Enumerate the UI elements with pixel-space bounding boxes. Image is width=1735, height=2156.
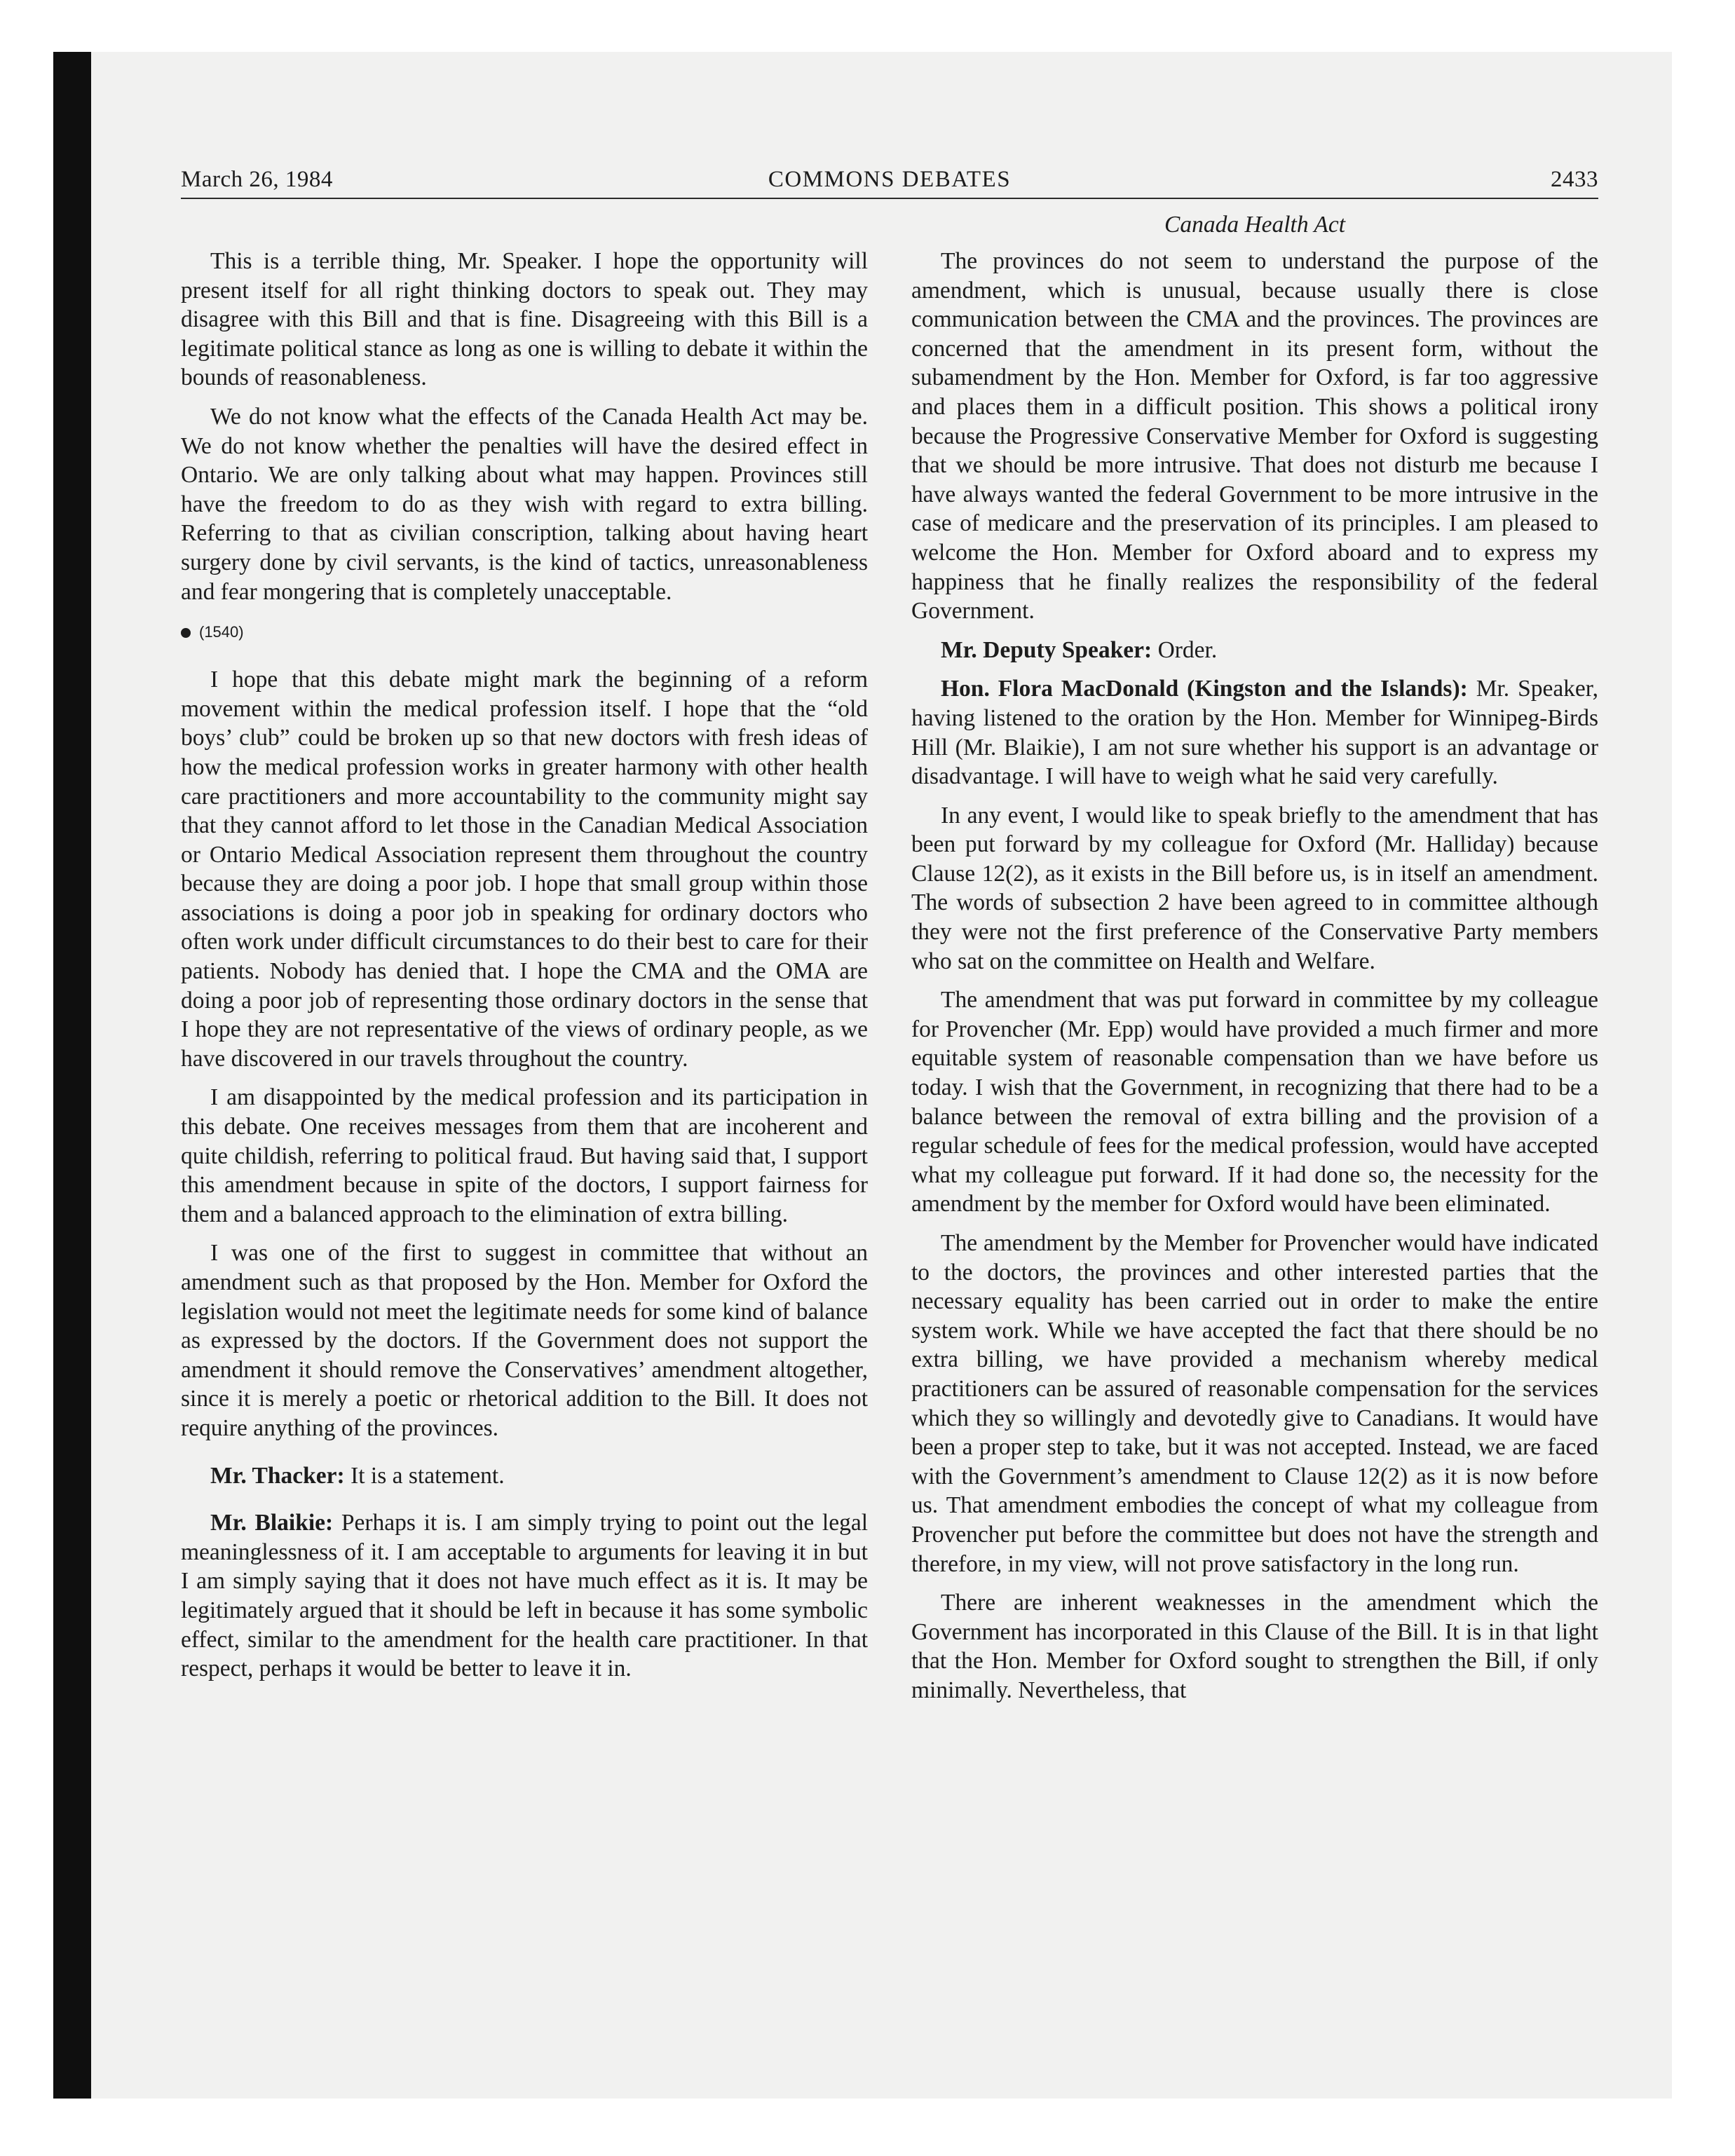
page-number: 2433: [1551, 167, 1598, 192]
speech-deputy-speaker: [911, 636, 1598, 665]
paragraph: I am disappointed by the medical profession and its participation in this debate. One receives messages from them that are incoherent and quite childish, referring to political fraud. But having said that, I support this amendment because in spite of the doctors, I support fairness for them and a balanced approach to the elimination of extra billing.: [181, 1084, 868, 1227]
scan-binding-shadow: [53, 52, 91, 2099]
running-title: Canada Health Act: [1164, 212, 1346, 238]
paragraph: The amendment that was put forward in committee by my colleague for Provencher (Mr. Epp) would have provided a much firmer and more equitable system of reasonable compensation than we have before us today. I wish that the Government, in recognizing that there had to be a balance between the removal of extra billing and the provision of a regular schedule of fees for the medical profession, would have accepted what my colleague put forward. If it had done so, the necessity for the amendment by the member for Oxford would have been eliminated.: [911, 987, 1598, 1217]
paragraph: We do not know what the effects of the Canada Health Act may be. We do not know whether the penalties will have the desired effect in Ontario. We are only talking about what may happen. Provinces still have the freedom to do as they wish with regard to extra billing. Referring to that as civilian conscription, talking about having heart surgery done by civil servants, is the kind of tactics, unreasonableness and fear mongering that is completely unacceptable.: [181, 403, 868, 605]
paragraph: There are inherent weaknesses in the amendment which the Government has incorporated in this Clause of the Bill. It is in that light that the Hon. Member for Oxford sought to strengthen the Bill, if only minimally. Nevertheless, that: [911, 1590, 1598, 1703]
scan-margin: [0, 0, 53, 2156]
paragraph: In any event, I would like to speak briefly to the amendment that has been put forward by my colleague for Oxford (Mr. Halliday) because Clause 12(2), as it exists in the Bill before us, is in itself an amendment. The words of subsection 2 have been agreed to in committee although they were not the first preference of the Conservative Party members who sat on the committee on Health and Welfare.: [911, 802, 1598, 974]
running-title-spacer: [181, 210, 868, 240]
speech-text: Order.: [1152, 636, 1218, 663]
time-stamp: [181, 622, 868, 643]
header-date: March 26, 1984: [181, 167, 333, 192]
speaker-name: Mr. Deputy Speaker:: [941, 636, 1152, 663]
speech-thacker: [181, 1461, 868, 1491]
paragraph: The provinces do not seem to understand the purpose of the amendment, which is unusual, because usually there is close communication between the CMA and the provinces. The provinces are concerned that the amendment in its present form, without the subamendment by the Hon. Member for Oxford, is far too aggressive and places them in a difficult position. This shows a political irony because the Progressive Conservative Member for Oxford is suggesting that we should be more intrusive. That does not disturb me because I have always wanted the federal Government to be more intrusive in the case of medicare and the preservation of its principles. I am pleased to welcome the Hon. Member for Oxford aboard and to express my happiness that he finally realizes the responsibility of the federal Government.: [911, 248, 1598, 625]
right-column: [911, 210, 1598, 1715]
speaker-name: Mr. Blaikie:: [210, 1510, 334, 1536]
speech-macdonald: [911, 674, 1598, 791]
header-rule: [181, 198, 1598, 199]
page-header: [181, 163, 1598, 196]
speech-text: It is a statement.: [344, 1462, 505, 1489]
paragraph: I hope that this debate might mark the beginning of a reform movement within the medical profession itself. I hope that the “old boys’ club” could be broken up so that new doctors with fresh ideas of how the medical profession works in greater harmony with other health care practitioners and more accountability to the community might say that they cannot afford to let those in the Canadian Medical Association or Ontario Medical Association represent them throughout the country because they are doing a poor job. I hope that small group within those associations is doing a poor job in speaking for ordinary doctors who often work under difficult circumstances to do their best to care for their patients. Nobody has denied that. I hope the CMA and the OMA are doing a poor job of representing those ordinary doctors in the sense that I hope they are not representative of the views of ordinary people, as we have discovered in our travels throughout the country.: [181, 667, 868, 1072]
paragraph: The amendment by the Member for Provencher would have indicated to the doctors, the provinces and other interested parties that the necessary equality has been carried out in order to make the entire system work. While we have accepted the fact that there should be no extra billing, we have provided a mechanism whereby medical practitioners can be assured of reasonable compensation for the services which they so willingly and devotedly give to Canadians. It would have been a proper step to take, but it was not accepted. Instead, we are faced with the Government’s amendment to Clause 12(2) as it is now before us. That amendment embodies the concept of what my colleague from Provencher put before the committee but does not have the strength and therefore, in my view, will not prove satisfactory in the long run.: [911, 1230, 1598, 1577]
paragraph: I was one of the first to suggest in committee that without an amendment such as that proposed by the Hon. Member for Oxford the legislation would not meet the legitimate needs for some kind of balance as expressed by the doctors. If the Government does not support the amendment it should remove the Conservatives’ amendment altogether, since it is merely a poetic or rhetorical addition to the Bill. It does not require anything of the provinces.: [181, 1240, 868, 1441]
time-stamp-text: (1540): [199, 623, 244, 641]
speech-text: Perhaps it is. I am simply trying to point out the legal meaninglessness of it. I am acceptable to arguments for leaving it in but I am simply saying that it does not have much effect as it is. It may be legitimately argued that it should be left in because it has some symbolic effect, similar to the amendment for the health care practitioner. In that respect, perhaps it would be better to leave it in.: [181, 1510, 869, 1682]
header-title: COMMONS DEBATES: [768, 167, 1012, 192]
speaker-name: Mr. Thacker:: [210, 1462, 345, 1489]
bullet-icon: [181, 628, 191, 638]
speech-text: Mr. Speaker, having listened to the oration by the Hon. Member for Winnipeg-Birds Hill (Mr. Blaikie), I am not sure whether his support is an advantage or disadvantage. I will have to weigh what he said very carefully.: [911, 676, 1598, 790]
left-column: [181, 210, 868, 1693]
speech-blaikie: [181, 1508, 868, 1684]
speaker-name: Hon. Flora MacDonald (Kingston and the Islands):: [941, 676, 1468, 702]
paragraph: This is a terrible thing, Mr. Speaker. I hope the opportunity will present itself for all right thinking doctors to speak out. They may disagree with this Bill and that is fine. Disagreeing with this Bill is a legitimate political stance as long as one is willing to debate it within the bounds of reasonableness.: [181, 248, 868, 391]
